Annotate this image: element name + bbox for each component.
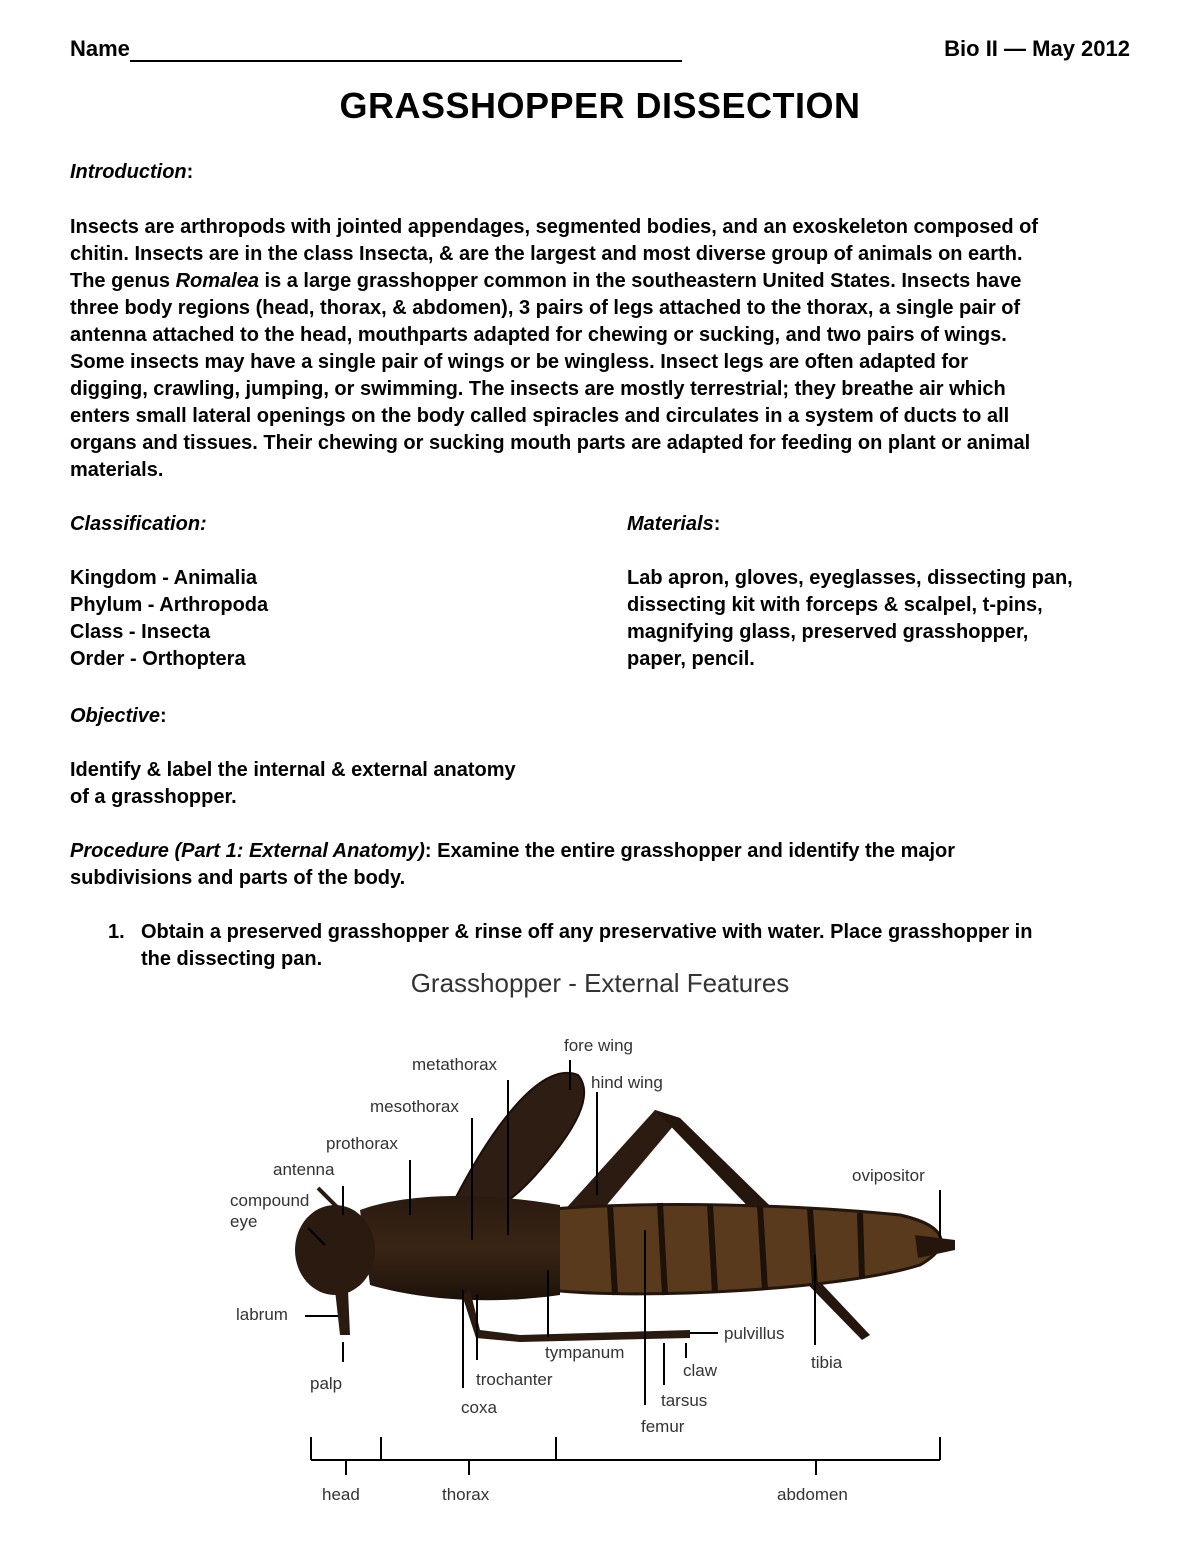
label-trochanter: trochanter <box>476 1370 553 1389</box>
region-abdomen-label: abdomen <box>777 1485 848 1504</box>
label-mesothorax: mesothorax <box>370 1097 459 1116</box>
genus-pre: The genus <box>70 270 176 292</box>
label-femur: femur <box>641 1417 685 1436</box>
label-prothorax: prothorax <box>326 1134 398 1153</box>
label-metathorax: metathorax <box>412 1055 498 1074</box>
classification-item: Kingdom - Animalia <box>70 567 258 589</box>
intro-line: chitin. Insects are in the class Insecta, & are the largest and most diverse group of animals on earth. <box>70 243 1023 265</box>
objective-heading <box>70 705 167 728</box>
label-coxa: coxa <box>461 1398 497 1417</box>
procedure-line-2: subdivisions and parts of the body. <box>70 867 406 889</box>
materials-line: Lab apron, gloves, eyeglasses, dissecting pan, <box>627 567 1073 589</box>
mouthparts-shape <box>335 1290 350 1335</box>
classification-item: Order - Orthoptera <box>70 648 246 670</box>
intro-line: organs and tissues. Their chewing or sucking mouth parts are adapted for feeding on plant or animal <box>70 432 1031 454</box>
objective-heading-colon: : <box>160 705 167 727</box>
materials-line: dissecting kit with forceps & scalpel, t-pins, <box>627 594 1043 616</box>
materials-line: magnifying glass, preserved grasshopper, <box>627 621 1029 643</box>
classification-item: Phylum - Arthropoda <box>70 594 269 616</box>
label-tibia: tibia <box>811 1353 843 1372</box>
procedure-lead: Procedure (Part 1: External Anatomy) <box>70 840 425 862</box>
intro-line-genus <box>70 268 1132 295</box>
region-scale-lines <box>311 1437 940 1475</box>
introduction-heading-colon: : <box>186 161 194 183</box>
materials-heading-colon: : <box>713 513 721 535</box>
classification-list <box>70 565 268 673</box>
intro-line: Some insects may have a single pair of wings or be wingless. Insect legs are often adapted for <box>70 351 969 373</box>
materials-line: paper, pencil. <box>627 648 755 670</box>
name-field <box>70 36 682 62</box>
procedure-text: : Examine the entire grasshopper and identify the major <box>424 840 956 862</box>
figure-title: Grasshopper - External Features <box>410 968 790 998</box>
region-thorax-label: thorax <box>442 1485 490 1504</box>
label-pulvillus: pulvillus <box>724 1324 785 1343</box>
label-ovipositor: ovipositor <box>852 1166 925 1185</box>
label-antenna: antenna <box>273 1160 335 1179</box>
name-blank-line[interactable] <box>130 38 682 62</box>
classification-heading: Classification: <box>70 513 207 535</box>
step-number: 1. <box>108 921 125 943</box>
materials-list <box>627 565 1147 673</box>
introduction-heading <box>70 161 193 184</box>
intro-line: materials. <box>70 459 164 481</box>
label-claw: claw <box>683 1361 718 1380</box>
label-fore-wing: fore wing <box>564 1036 633 1055</box>
procedure-line-1 <box>70 838 1130 865</box>
grasshopper-figure <box>0 1000 1200 1520</box>
page-title: GRASSHOPPER DISSECTION <box>339 85 861 126</box>
step-text-line: Obtain a preserved grasshopper & rinse off any preservative with water. Place grasshopper in <box>141 921 1033 943</box>
step-text <box>141 919 1131 973</box>
thorax-shape <box>360 1196 560 1300</box>
step-text-line: the dissecting pan. <box>141 948 323 970</box>
name-label: Name <box>70 36 130 61</box>
label-palp: palp <box>310 1374 343 1393</box>
intro-line: Insects are arthropods with jointed appendages, segmented bodies, and an exoskeleton composed of <box>70 216 1038 238</box>
label-tarsus: tarsus <box>661 1391 708 1410</box>
objective-heading-text: Objective <box>70 705 161 727</box>
head-shape <box>295 1205 375 1295</box>
abdomen-shape <box>540 1205 941 1294</box>
label-tympanum: tympanum <box>545 1343 625 1362</box>
label-hind-wing: hind wing <box>591 1073 663 1092</box>
objective-line: Identify & label the internal & external anatomy <box>70 759 516 781</box>
introduction-paragraph <box>70 214 1132 484</box>
procedure-part1 <box>70 838 1130 892</box>
materials-heading-text: Materials <box>627 513 714 535</box>
materials-heading <box>627 513 720 536</box>
intro-line: three body regions (head, thorax, & abdomen), 3 pairs of legs attached to the thorax, a single pair of <box>70 297 1021 319</box>
genus-name: Romalea <box>175 270 259 292</box>
intro-line: digging, crawling, jumping, or swimming. The insects are mostly terrestrial; they breathe air which <box>70 378 1006 400</box>
label-compound-eye-line1: compound <box>230 1191 310 1210</box>
objective-text <box>70 757 516 811</box>
objective-line: of a grasshopper. <box>70 786 237 808</box>
region-scale <box>311 1437 940 1504</box>
introduction-heading-text: Introduction <box>70 161 187 183</box>
course-date: Bio II — May 2012 <box>944 36 1130 61</box>
label-compound-eye-line2: eye <box>230 1212 258 1231</box>
region-head-label: head <box>322 1485 360 1504</box>
label-labrum: labrum <box>236 1305 288 1324</box>
intro-line: antenna attached to the head, mouthparts adapted for chewing or sucking, and two pairs of wings. <box>70 324 1007 346</box>
classification-item: Class - Insecta <box>70 621 211 643</box>
genus-post: is a large grasshopper common in the southeastern United States. Insects have <box>258 270 1022 292</box>
intro-line: enters small lateral openings on the body called spiracles and circulates in a system of ducts to all <box>70 405 1010 427</box>
